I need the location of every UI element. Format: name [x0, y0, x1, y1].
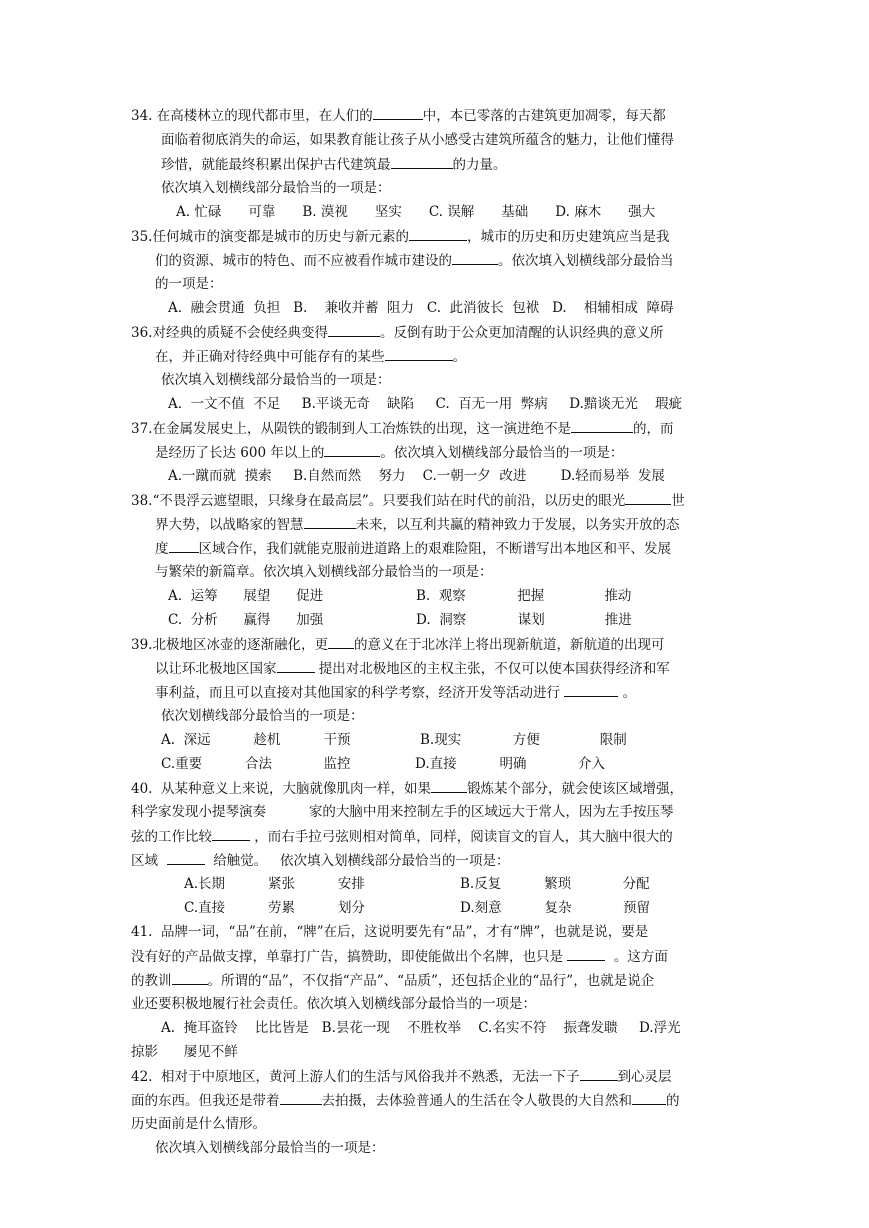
- text: ，城市的历史和历史建筑应当是我: [466, 229, 670, 245]
- text: 。依次填入划横线部分最恰当: [498, 253, 674, 269]
- question-35-options: A. 融会贯通 负担 B. 兼收并蓄 阻力 C. 此消彼长 包袱 D. 相辅相成 障碍: [168, 300, 674, 316]
- text: 给触觉。 依次填入划横线部分最恰当的一项是：: [213, 853, 510, 869]
- blank: [172, 971, 208, 985]
- question-39-option-c: C.重要 合法 监控: [161, 756, 351, 772]
- text: 的，而: [632, 421, 674, 437]
- question-36-prompt: 依次填入划横线部分最恰当的一项是：: [161, 372, 391, 388]
- text: 面的东西。但我还是带着: [131, 1093, 280, 1109]
- text: 。这方面: [613, 949, 668, 965]
- question-39-line-3: [155, 683, 636, 702]
- question-39-line-2: [155, 659, 670, 678]
- question-41-options-cont: 掠影 屡见不鲜: [131, 1044, 238, 1060]
- text: 。: [622, 685, 637, 701]
- text: 36.对经典的质疑不会使经典变得: [131, 325, 328, 341]
- blank: [452, 251, 498, 265]
- text: 事利益，而且可以直接对其他国家的科学考察，经济开发等活动进行: [155, 685, 560, 701]
- blank: [580, 1067, 618, 1081]
- question-38-option-d: D. 洞察 谋划 推进: [416, 612, 632, 628]
- text: 到心灵层: [617, 1069, 672, 1085]
- question-42-prompt: 依次填入划横线部分最恰当的一项是：: [155, 1140, 385, 1156]
- question-36-options: A. 一文不值 不足 B.平谈无奇 缺陷 C. 百无一用 弊病 D.黯谈无光 瑕疵: [168, 396, 683, 412]
- text: 珍惜，就能最终积累出保护古代建筑最: [161, 157, 391, 173]
- question-35-line-2: [155, 251, 674, 270]
- question-35-line-1: [131, 227, 669, 246]
- text: 在，并正确对待经典中可能存有的某些: [155, 349, 385, 365]
- question-34-line-1: [131, 106, 666, 125]
- question-40-option-d: D.刻意 复杂 预留: [460, 900, 651, 916]
- blank: [571, 419, 633, 433]
- blank: [625, 491, 671, 505]
- blank: [409, 227, 467, 241]
- text: 世: [671, 493, 685, 509]
- question-42-line-1: [131, 1067, 672, 1086]
- text: ，而右手拉弓弦则相对简单，同样，阅读盲文的盲人，其大脑中很大的: [254, 829, 673, 845]
- question-41-line-1: 41. 品牌一词，“品”在前，“牌”在后，这说明要先有“品”，才有“牌”，也就是说，要是: [131, 924, 649, 940]
- question-41-line-4: 业还要积极地履行社会责任。依次填入划横线部分最恰当的一项是：: [131, 996, 536, 1012]
- text: 锻炼某个部分，就会使该区域增强，: [467, 781, 684, 797]
- text: 区域合作，我们就能克服前进道路上的艰难险阻，不断谱写出本地区和平、发展: [198, 541, 671, 557]
- blank: [391, 155, 453, 169]
- question-34-prompt: 依次填入划横线部分最恰当的一项是：: [161, 180, 391, 196]
- question-35-line-3: 的一项是：: [155, 276, 223, 292]
- question-37-line-1: [131, 419, 673, 438]
- question-38-option-a: A. 运筹 展望 促进: [168, 588, 324, 604]
- question-34-line-2: 面临着彻底消失的命运，如果教育能让孩子从小感受古建筑所蕴含的魅力，让他们懂得: [161, 132, 674, 148]
- question-40-line-1: [131, 779, 683, 798]
- blank: [328, 635, 354, 649]
- question-38-line-1: [131, 491, 685, 510]
- text: 是经历了长达 600 年以上的: [155, 445, 325, 461]
- question-39-option-d: D.直接 明确 介入: [415, 756, 606, 772]
- blank: [212, 827, 250, 841]
- question-36-line-1: [131, 323, 663, 342]
- text: 的教训: [131, 973, 172, 989]
- question-39-prompt: 依次划横线部分最恰当的一项是：: [161, 708, 364, 724]
- text: 度: [155, 541, 169, 557]
- question-38-line-2: [155, 515, 680, 534]
- text: 们的资源、城市的特色、而不应被看作城市建设的: [155, 253, 452, 269]
- text: 弦的工作比较: [131, 829, 212, 845]
- blank: [431, 779, 467, 793]
- blank: [328, 323, 380, 337]
- text: 37.在金属发展史上，从陨铁的锻制到人工冶炼铁的出现，这一演进绝不是: [131, 421, 571, 437]
- question-37-line-2: [155, 443, 623, 462]
- text: 以让环北极地区国家: [155, 661, 277, 677]
- question-41-line-3: [131, 971, 654, 990]
- question-38-option-b: B. 观察 把握 推动: [416, 588, 632, 604]
- blank: [304, 515, 356, 529]
- blank: [169, 539, 199, 553]
- text: 。所谓的“品”，不仅指“产品”、“品质”，还包括企业的“品行”，也就是说企: [207, 973, 655, 989]
- text: 去拍摄，去体验普通人的生活在令人敬畏的大自然和: [321, 1093, 632, 1109]
- text: 40. 从某种意义上来说，大脑就像肌肉一样，如果: [131, 781, 432, 797]
- question-36-line-2: [155, 347, 466, 366]
- text: 未来，以互利共赢的精神致力于发展，以务实开放的态: [355, 517, 680, 533]
- text: 提出对北极地区的主权主张，不仅可以使本国获得经济和军: [318, 661, 670, 677]
- text: 界大势，以战略家的智慧: [155, 517, 304, 533]
- question-34-options: A. 忙碌 可靠 B. 漠视 坚实 C. 误解 基础 D. 麻木 强大: [176, 204, 656, 220]
- question-40-line-2: 科学家发现小提琴演奏 家的大脑中用来控制左手的区域远大于常人，因为左手按压琴: [131, 804, 674, 820]
- text: 的意义在于北冰洋上将出现新航道，新航道的出现可: [353, 637, 665, 653]
- blank: [564, 683, 618, 697]
- blank: [385, 347, 453, 361]
- text: 。依次填入划横线部分最恰当的一项是：: [380, 445, 624, 461]
- question-42-line-3: 历史面前是什么情形。: [131, 1116, 266, 1132]
- text: 的: [666, 1093, 680, 1109]
- question-38-line-3: [155, 539, 671, 558]
- question-37-options: A.一蹴而就 摸索 B.自然而然 努力 C.一朝一夕 改进 D.轻而易举 发展: [168, 468, 665, 484]
- question-38-option-c: C. 分析 赢得 加强: [168, 612, 324, 628]
- text: 的力量。: [452, 157, 507, 173]
- text: 。: [452, 349, 466, 365]
- blank: [373, 106, 423, 120]
- question-40-line-4: [131, 851, 510, 870]
- text: 34. 在高楼林立的现代都市里，在人们的: [131, 108, 373, 124]
- blank: [324, 443, 380, 457]
- blank: [632, 1091, 666, 1105]
- text: 。反倒有助于公众更加清醒的认识经典的意义所: [379, 325, 664, 341]
- question-38-line-4: 与繁荣的新篇章。依次填入划横线部分最恰当的一项是：: [155, 564, 493, 580]
- text: 中，本已零落的古建筑更加凋零，每天都: [422, 108, 666, 124]
- question-39-option-a: A. 深远 趁机 干预: [161, 732, 351, 748]
- blank: [167, 851, 205, 865]
- question-40-option-c: C.直接 劳累 划分: [184, 900, 365, 916]
- text: 38.“不畏浮云遮望眼，只缘身在最高层”。只要我们站在时代的前沿，以历史的眼光: [131, 493, 626, 509]
- question-41-line-2: [131, 947, 668, 966]
- text: 没有好的产品做支撑，单靠打广告，搞赞助，即使能做出个名牌，也只是: [131, 949, 563, 965]
- blank: [280, 1091, 322, 1105]
- question-40-option-b: B.反复 繁琐 分配: [460, 876, 650, 892]
- text: 35.任何城市的演变都是城市的历史与新元素的: [131, 229, 409, 245]
- text: 42. 相对于中原地区，黄河上游人们的生活与风俗我并不熟悉，无法一下子: [131, 1069, 580, 1085]
- question-40-option-a: A.长期 紧张 安排: [184, 876, 365, 892]
- question-34-line-3: [161, 155, 507, 174]
- question-39-line-1: [131, 635, 664, 654]
- text: 区域: [131, 853, 158, 869]
- question-40-line-3: [131, 827, 673, 846]
- question-39-option-b: B.现实 方便 限制: [420, 732, 627, 748]
- question-41-options: A. 掩耳盗铃 比比皆是 B.昙花一现 不胜枚举 C.名实不符 振聋发聩 D.浮光: [161, 1020, 681, 1036]
- blank: [277, 659, 315, 673]
- blank: [567, 947, 605, 961]
- question-42-line-2: [131, 1091, 680, 1110]
- text: 39.北极地区冰壶的逐渐融化，更: [131, 637, 328, 653]
